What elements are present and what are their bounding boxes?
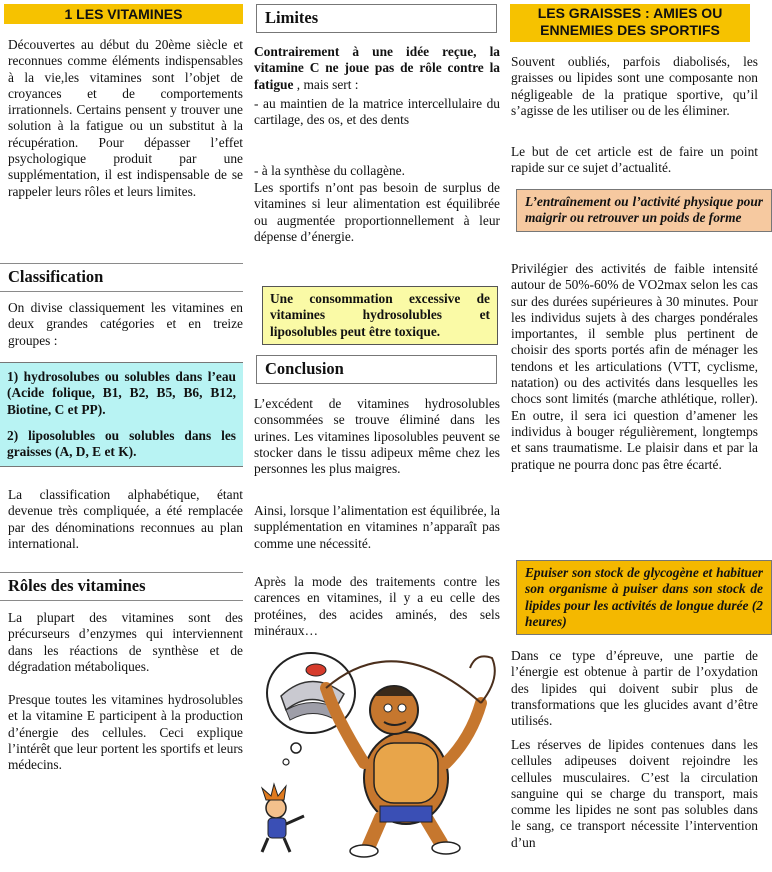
intro-paragraph: Découvertes au début du 20ème siècle et reconnues comme éléments indispensables à la vie,les vitamines sont l’objet de croyances et de comportements irrationnels. Certains pensent y trouver une solution à la fatigue ou un substitut à la récupération. Pour dépasser l’effet psychologique produit par une supplémentation, il est indispensable de se rappeler leurs rôles et leurs limites. xyxy=(8,37,243,199)
limites-lead-rest: , mais sert : xyxy=(293,76,359,92)
glycogen-stock-box: Epuiser son stock de glycogène et habituer son organisme à puiser dans son stock de lipides pour les activités de longue durée (2 heures) xyxy=(516,560,772,635)
roles-paragraph-1: La plupart des vitamines sont des précurseurs d’enzymes qui interviennent dans les réactions de synthèse et de dégradation métaboliques. xyxy=(8,610,243,674)
group-liposolubles: 2) liposolubles ou solubles dans les graisses (A, D, E et K). xyxy=(7,427,236,460)
classification-heading: Classification xyxy=(0,263,243,292)
limites-paragraph: Les sportifs n’ont pas besoin de surplus de vitamines si leur alimentation est équilibrée ou augmentée proportionnellement à leur dépense d’énergie. xyxy=(254,180,500,244)
classification-text: On divise classiquement les vitamines en deux grandes catégories et en treize groupes : xyxy=(8,300,243,348)
limites-item-1: - au maintien de la matrice intercellulaire du cartilage, des os, et des dents xyxy=(254,96,500,128)
conclusion-paragraph-1: L’excédent de vitamines hydrosolubles consommées se trouve éliminé dans les urines. Les vitamines liposolubles peuvent se stocker dans le tissu adipeux même chez les personnes les plus maigres. xyxy=(254,396,500,477)
small-character xyxy=(262,784,304,852)
limites-lead xyxy=(254,44,500,93)
toxicity-warning-box: Une consommation excessive de vitamines hydrosolubles et liposolubles peut être toxique. xyxy=(262,286,498,345)
limites-item-2: - à la synthèse du collagène. xyxy=(254,163,405,178)
section-banner-vitamines: 1 LES VITAMINES xyxy=(4,4,243,24)
thought-bubble xyxy=(267,653,355,765)
graisses-paragraph-3: Privilégier des activités de faible intensité autour de 50%-60% de VO2max selon les cas sur des durées supérieures à 30 minutes. Pour les individus sujets à des charges pondérales importantes, il semble plus pertinent de choisir des sports portés afin de ménager les tendons et les articulations (VTT, cyclisme, natation) ou des activités dans lesquelles les chocs sont limités (marche athlétique, roller). En outre, il sera ici question d’amener les individus à bouger régulièrement, longtemps et sans traumatisme. Le plaisir dans et par la pratique ne pourra donc pas être écarté. xyxy=(511,261,758,472)
conclusion-heading: Conclusion xyxy=(256,355,497,384)
weight-loss-activity-box: L’entraînement ou l’activité physique pour maigrir ou retrouver un poids de forme xyxy=(516,189,772,232)
limites-lead-bold: Contrairement à une idée reçue, la vitamine C ne joue pas de rôle contre la fatigue xyxy=(254,44,500,92)
graisses-paragraph-1: Souvent oubliés, parfois diabolisés, les graisses ou lipides sont une composante non négligeable de la pratique sportive, qu’il s’agisse de les utiliser ou de les éliminer. xyxy=(511,54,758,118)
graisses-paragraph-4: Dans ce type d’épreuve, une partie de l’énergie est obtenue à partir de l’oxydation des lipides qui doivent subir plus de transformations que les glucides avant d’être utilisés. xyxy=(511,648,758,729)
graisses-paragraph-2: Le but de cet article est de faire un point rapide sur ce sujet d’actualité. xyxy=(511,144,758,176)
graisses-paragraph-5: Les réserves de lipides contenues dans les cellules adipeuses doivent rejoindre les cellules musculaires. C’est la circulation sanguine qui se charge du transport, mais comme les lipides ne sont pas solubles dans le sang, ce transport nécessite l’intervention d’un xyxy=(511,737,758,850)
roles-paragraph-2: Presque toutes les vitamines hydrosolubles et la vitamine E participent à la production d’énergie des cellules. Ceci explique l’intérêt que leur portent les sportifs et leurs médecins. xyxy=(8,692,243,773)
conclusion-paragraph-3: Après la mode des traitements contre les carences en vitamines, il y a eu celle des protéines, des acides aminés, des sels minéraux… xyxy=(254,574,500,638)
vitamin-groups-box xyxy=(0,362,243,467)
conclusion-paragraph-2: Ainsi, lorsque l’alimentation est équilibrée, la supplémentation en vitamines n’apparaît pas comme une nécessité. xyxy=(254,503,500,551)
section-banner-graisses: LES GRAISSES : AMIES OU ENNEMIES DES SPORTIFS xyxy=(510,4,750,42)
roles-heading: Rôles des vitamines xyxy=(0,572,243,601)
classification-after-text: La classification alphabétique, étant devenue très compliquée, a été remplacée par des dénominations reconnues au plan international. xyxy=(8,487,243,551)
limites-heading: Limites xyxy=(256,4,497,33)
cartoon-athlete-illustration xyxy=(256,648,502,858)
group-hydrosolubles: 1) hydrosolubes ou solubles dans l’eau (Acide folique, B1, B2, B5, B6, B12, Biotine, C et PP). xyxy=(7,369,236,417)
